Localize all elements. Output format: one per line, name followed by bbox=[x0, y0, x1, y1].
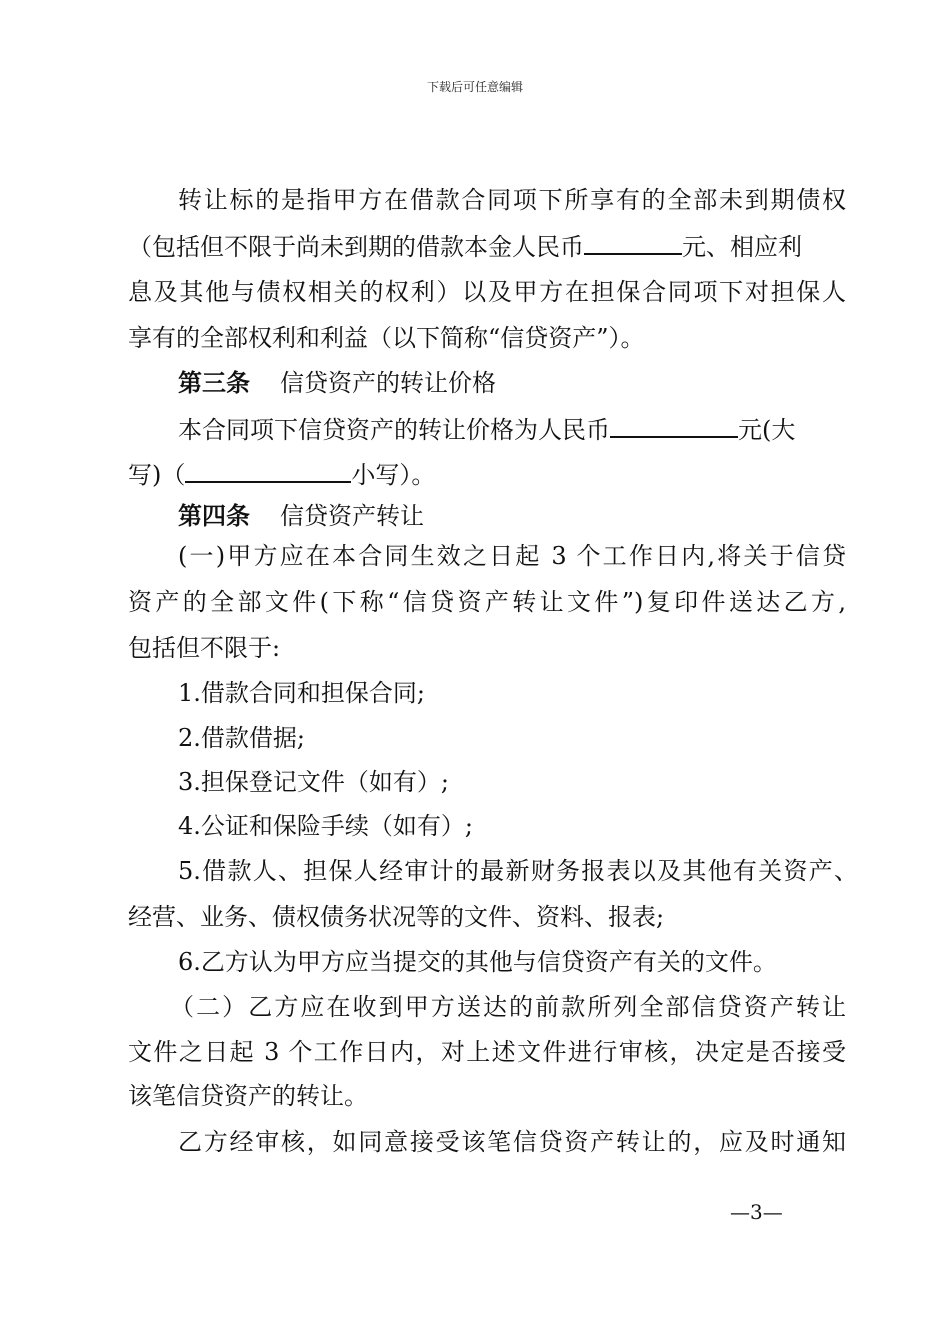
paragraph-line: 乙方经审核，如同意接受该笔信贷资产转让的，应及时通知 bbox=[178, 1128, 846, 1156]
article-heading bbox=[178, 366, 496, 400]
page-number: —3— bbox=[730, 1200, 783, 1224]
amount-blank bbox=[584, 229, 682, 255]
list-item: 5.借款人、担保人经审计的最新财务报表以及其他有关资产、 bbox=[178, 857, 858, 885]
line-text: 本合同项下信贷资产的转让价格为人民币 bbox=[178, 416, 610, 444]
line-text: 元、相应利 bbox=[682, 233, 802, 261]
article-title: 信贷资产转让 bbox=[280, 502, 424, 530]
line-text: 写)（ bbox=[128, 461, 186, 489]
paragraph-line: 文件之日起 3 个工作日内，对上述文件进行审核，决定是否接受 bbox=[128, 1038, 846, 1066]
paragraph-line: 包括但不限于: bbox=[128, 634, 281, 662]
list-item: 1.借款合同和担保合同; bbox=[178, 679, 425, 707]
line-text: 小写）。 bbox=[351, 461, 436, 489]
list-item: 2.借款借据; bbox=[178, 724, 305, 752]
price-lowercase-blank bbox=[185, 457, 351, 483]
paragraph-line bbox=[128, 457, 435, 491]
article-number: 第四条 bbox=[178, 501, 250, 530]
paragraph-line: 息及其他与债权相关的权利）以及甲方在担保合同项下对担保人 bbox=[128, 278, 846, 306]
price-blank bbox=[610, 412, 738, 438]
list-item: 6.乙方认为甲方应当提交的其他与信贷资产有关的文件。 bbox=[178, 948, 777, 976]
list-item: 4.公证和保险手续（如有）; bbox=[178, 812, 473, 840]
article-title: 信贷资产的转让价格 bbox=[280, 369, 496, 397]
paragraph-line: (一)甲方应在本合同生效之日起 3 个工作日内,将关于信贷 bbox=[178, 542, 846, 570]
line-text: （包括但不限于尚未到期的借款本金人民币 bbox=[128, 233, 584, 261]
page-header: 下载后可任意编辑 bbox=[426, 80, 523, 94]
paragraph-line: 资产的全部文件(下称“信贷资产转让文件”)复印件送达乙方, bbox=[128, 588, 846, 616]
line-text: 元(大 bbox=[738, 416, 796, 444]
paragraph-line: 该笔信贷资产的转让。 bbox=[128, 1082, 368, 1110]
list-item: 3.担保登记文件（如有）; bbox=[178, 768, 449, 796]
paragraph-line bbox=[128, 229, 802, 263]
article-heading bbox=[178, 499, 424, 533]
paragraph-line bbox=[178, 412, 795, 446]
list-item-continued: 经营、业务、债权债务状况等的文件、资料、报表; bbox=[128, 903, 665, 931]
paragraph-line: 转让标的是指甲方在借款合同项下所享有的全部未到期债权 bbox=[178, 186, 846, 214]
paragraph-line: 享有的全部权利和利益（以下简称“信贷资产”）。 bbox=[128, 324, 645, 352]
article-number: 第三条 bbox=[178, 368, 250, 397]
paragraph-line: （二）乙方应在收到甲方送达的前款所列全部信贷资产转让 bbox=[170, 993, 846, 1021]
